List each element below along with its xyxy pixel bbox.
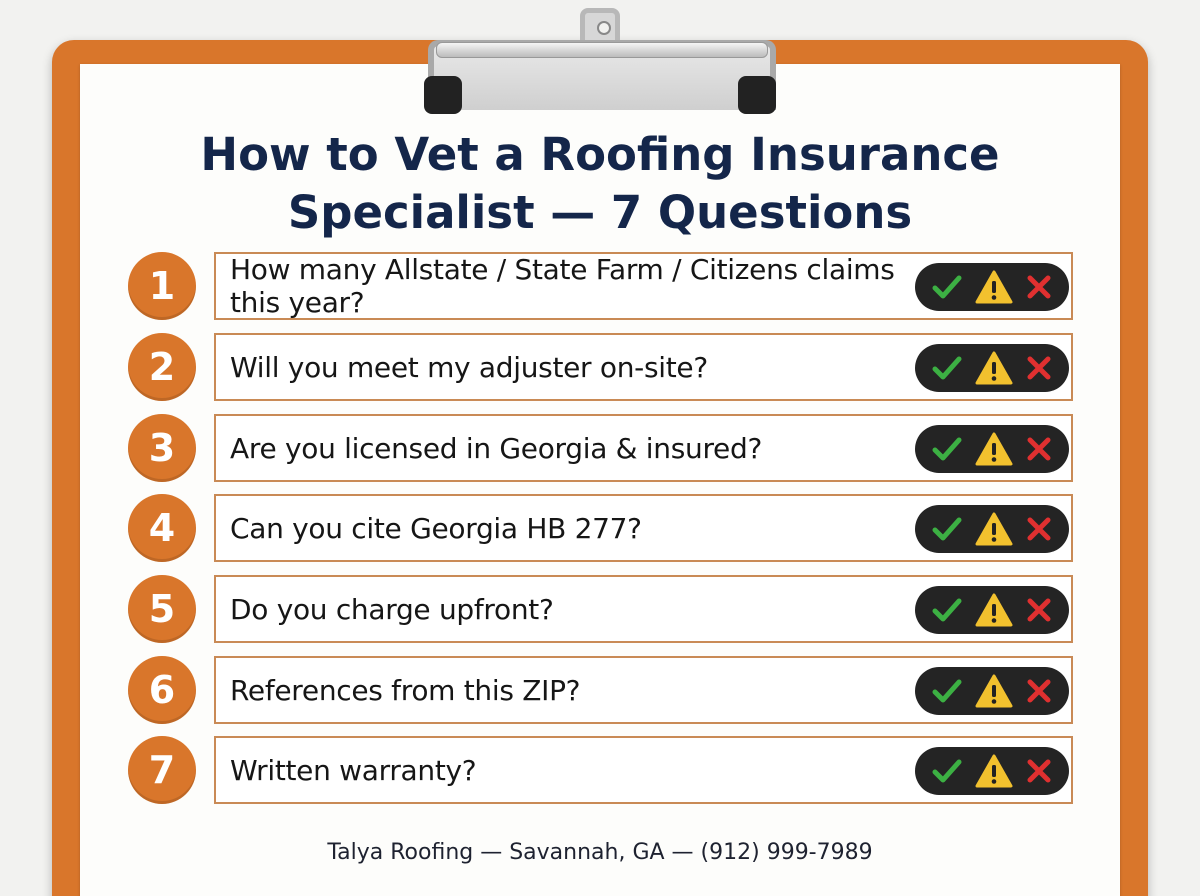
- question-text: Are you licensed in Georgia & insured?: [230, 431, 763, 465]
- red-x-icon: [1023, 271, 1055, 303]
- question-box: [214, 333, 1073, 401]
- red-x-icon: [1023, 675, 1055, 707]
- red-x-icon: [1023, 433, 1055, 465]
- question-number: 1: [128, 252, 196, 320]
- rating-pill: [915, 425, 1069, 473]
- rating-pill: [915, 747, 1069, 795]
- question-number: 2: [128, 333, 196, 401]
- rating-pill: [915, 344, 1069, 392]
- question-row: [128, 412, 1078, 484]
- question-box: [214, 656, 1073, 724]
- question-row: [128, 250, 1078, 322]
- green-checkmark-icon: [929, 269, 965, 305]
- green-checkmark-icon: [929, 350, 965, 386]
- question-text: How many Allstate / State Farm / Citizens claims this year?: [230, 253, 895, 319]
- question-row: [128, 734, 1078, 806]
- footer-contact: Talya Roofing — Savannah, GA — (912) 999-7989: [327, 840, 873, 865]
- rating-pill: [915, 505, 1069, 553]
- yellow-warning-triangle-icon: [974, 753, 1014, 789]
- question-text: References from this ZIP?: [230, 673, 581, 707]
- green-checkmark-icon: [929, 592, 965, 628]
- red-x-icon: [1023, 513, 1055, 545]
- yellow-warning-triangle-icon: [974, 592, 1014, 628]
- yellow-warning-triangle-icon: [974, 269, 1014, 305]
- clip-bar: [436, 42, 768, 58]
- green-checkmark-icon: [929, 431, 965, 467]
- question-text: Can you cite Georgia HB 277?: [230, 511, 642, 545]
- question-box: [214, 252, 1073, 320]
- rating-pill: [915, 263, 1069, 311]
- green-checkmark-icon: [929, 753, 965, 789]
- green-checkmark-icon: [929, 673, 965, 709]
- question-box: [214, 414, 1073, 482]
- green-checkmark-icon: [929, 511, 965, 547]
- question-box: [214, 494, 1073, 562]
- yellow-warning-triangle-icon: [974, 431, 1014, 467]
- yellow-warning-triangle-icon: [974, 673, 1014, 709]
- clip-foot-right: [738, 76, 776, 114]
- question-text: Will you meet my adjuster on-site?: [230, 350, 708, 384]
- rating-pill: [915, 667, 1069, 715]
- question-text: Written warranty?: [230, 753, 477, 787]
- question-text: Do you charge upfront?: [230, 592, 554, 626]
- clip-foot-left: [424, 76, 462, 114]
- question-row: [128, 573, 1078, 645]
- question-box: [214, 575, 1073, 643]
- red-x-icon: [1023, 755, 1055, 787]
- question-number: 7: [128, 736, 196, 804]
- title-line-2: Specialist — 7 Questions: [287, 186, 913, 239]
- yellow-warning-triangle-icon: [974, 511, 1014, 547]
- question-number: 5: [128, 575, 196, 643]
- title-line-1: How to Vet a Roofing Insurance: [200, 128, 1000, 181]
- question-number: 6: [128, 656, 196, 724]
- question-number: 3: [128, 414, 196, 482]
- question-row: [128, 331, 1078, 403]
- red-x-icon: [1023, 352, 1055, 384]
- question-row: [128, 654, 1078, 726]
- question-number: 4: [128, 494, 196, 562]
- page-title: [100, 126, 1100, 242]
- rating-pill: [915, 586, 1069, 634]
- red-x-icon: [1023, 594, 1055, 626]
- question-box: [214, 736, 1073, 804]
- yellow-warning-triangle-icon: [974, 350, 1014, 386]
- question-row: [128, 492, 1078, 564]
